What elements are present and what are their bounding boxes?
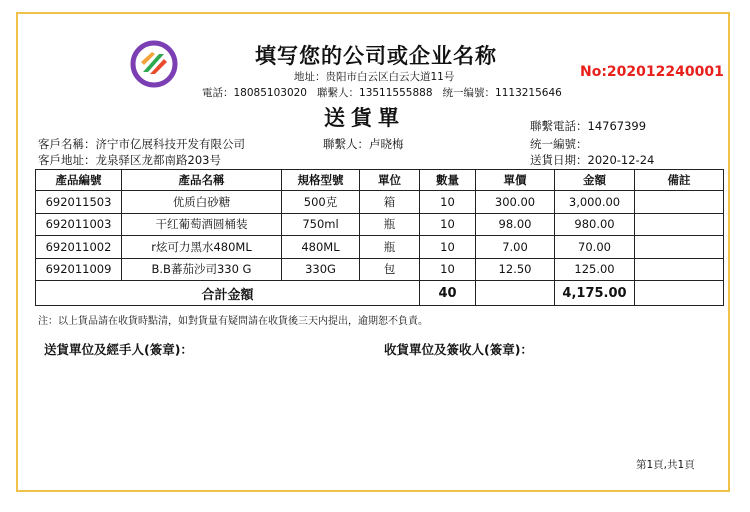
company-contacts — [202, 85, 562, 100]
cell-qty: 10 — [420, 191, 476, 214]
customer-unified-no: 统一編號： — [530, 137, 588, 151]
column-header: 數量 — [420, 170, 476, 191]
total-label: 合計金額 — [36, 281, 420, 306]
cell-unit-price: 98.00 — [476, 213, 555, 236]
cell-product-code: 692011003 — [36, 213, 122, 236]
page-indicator: 第1頁,共1頁 — [636, 459, 695, 471]
column-header: 備註 — [635, 170, 724, 191]
column-header: 單價 — [476, 170, 555, 191]
table-row — [36, 191, 724, 214]
cell-unit: 箱 — [360, 191, 420, 214]
company-name: 填写您的公司或企业名称 — [255, 44, 497, 68]
column-header: 產品編號 — [36, 170, 122, 191]
total-remark-empty — [635, 281, 724, 306]
document-number: No:202012240001 — [580, 64, 724, 80]
table-header-row — [36, 170, 724, 191]
customer-phone: 聯繫電話：14767399 — [530, 119, 647, 133]
cell-unit: 瓶 — [360, 236, 420, 259]
customer-name: 客戶名稱：济宁市亿展科技开发有限公司 — [38, 137, 245, 151]
cell-unit-price: 12.50 — [476, 258, 555, 281]
customer-address: 客戶地址：龙泉驿区龙都南路203号 — [38, 153, 221, 167]
cell-product-code: 692011503 — [36, 191, 122, 214]
company-address: 地址：贵阳市白云区白云大道11号 — [294, 71, 455, 83]
company-logo-icon — [130, 40, 178, 88]
table-total-row — [36, 281, 724, 306]
cell-qty: 10 — [420, 236, 476, 259]
company-unified-no: 统一编號：1113215646 — [442, 87, 562, 99]
table-row — [36, 258, 724, 281]
cell-remark — [635, 236, 724, 259]
cell-product-name: B.B蕃茄沙司330 G — [122, 258, 282, 281]
total-unit-price-empty — [476, 281, 555, 306]
items-table — [35, 169, 724, 306]
cell-spec: 330G — [282, 258, 360, 281]
cell-unit-price: 7.00 — [476, 236, 555, 259]
cell-remark — [635, 213, 724, 236]
cell-unit-price: 300.00 — [476, 191, 555, 214]
delivery-date: 送貨日期：2020-12-24 — [530, 153, 655, 167]
document-title: 送貨單 — [324, 106, 405, 130]
cell-unit: 瓶 — [360, 213, 420, 236]
cell-product-code: 692011002 — [36, 236, 122, 259]
cell-qty: 10 — [420, 258, 476, 281]
customer-contact: 聯繫人：卢晓梅 — [323, 137, 404, 151]
cell-product-name: r炫可力黑水480ML — [122, 236, 282, 259]
cell-remark — [635, 191, 724, 214]
cell-product-code: 692011009 — [36, 258, 122, 281]
cell-qty: 10 — [420, 213, 476, 236]
table-row — [36, 213, 724, 236]
company-contact: 聯繫人：13511555888 — [317, 87, 433, 99]
column-header: 金額 — [555, 170, 635, 191]
cell-unit: 包 — [360, 258, 420, 281]
sender-signature-label: 送貨單位及經手人(簽章)： — [44, 342, 193, 357]
cell-amount: 125.00 — [555, 258, 635, 281]
cell-spec: 750ml — [282, 213, 360, 236]
company-phone: 電話：18085103020 — [202, 87, 307, 99]
delivery-note: 注：以上貨品請在收貨時點清，如對貨量有疑問請在收貨後三天内提出，逾期恕不負責。 — [38, 316, 428, 327]
cell-product-name: 优质白砂糖 — [122, 191, 282, 214]
column-header: 單位 — [360, 170, 420, 191]
receiver-signature-label: 收貨單位及簽收人(簽章)： — [384, 342, 533, 357]
cell-amount: 70.00 — [555, 236, 635, 259]
cell-product-name: 干红葡萄酒圆桶装 — [122, 213, 282, 236]
cell-spec: 500克 — [282, 191, 360, 214]
column-header: 產品名稱 — [122, 170, 282, 191]
column-header: 規格型號 — [282, 170, 360, 191]
total-qty: 40 — [420, 281, 476, 306]
cell-amount: 3,000.00 — [555, 191, 635, 214]
cell-remark — [635, 258, 724, 281]
total-amount: 4,175.00 — [555, 281, 635, 306]
cell-spec: 480ML — [282, 236, 360, 259]
cell-amount: 980.00 — [555, 213, 635, 236]
table-row — [36, 236, 724, 259]
